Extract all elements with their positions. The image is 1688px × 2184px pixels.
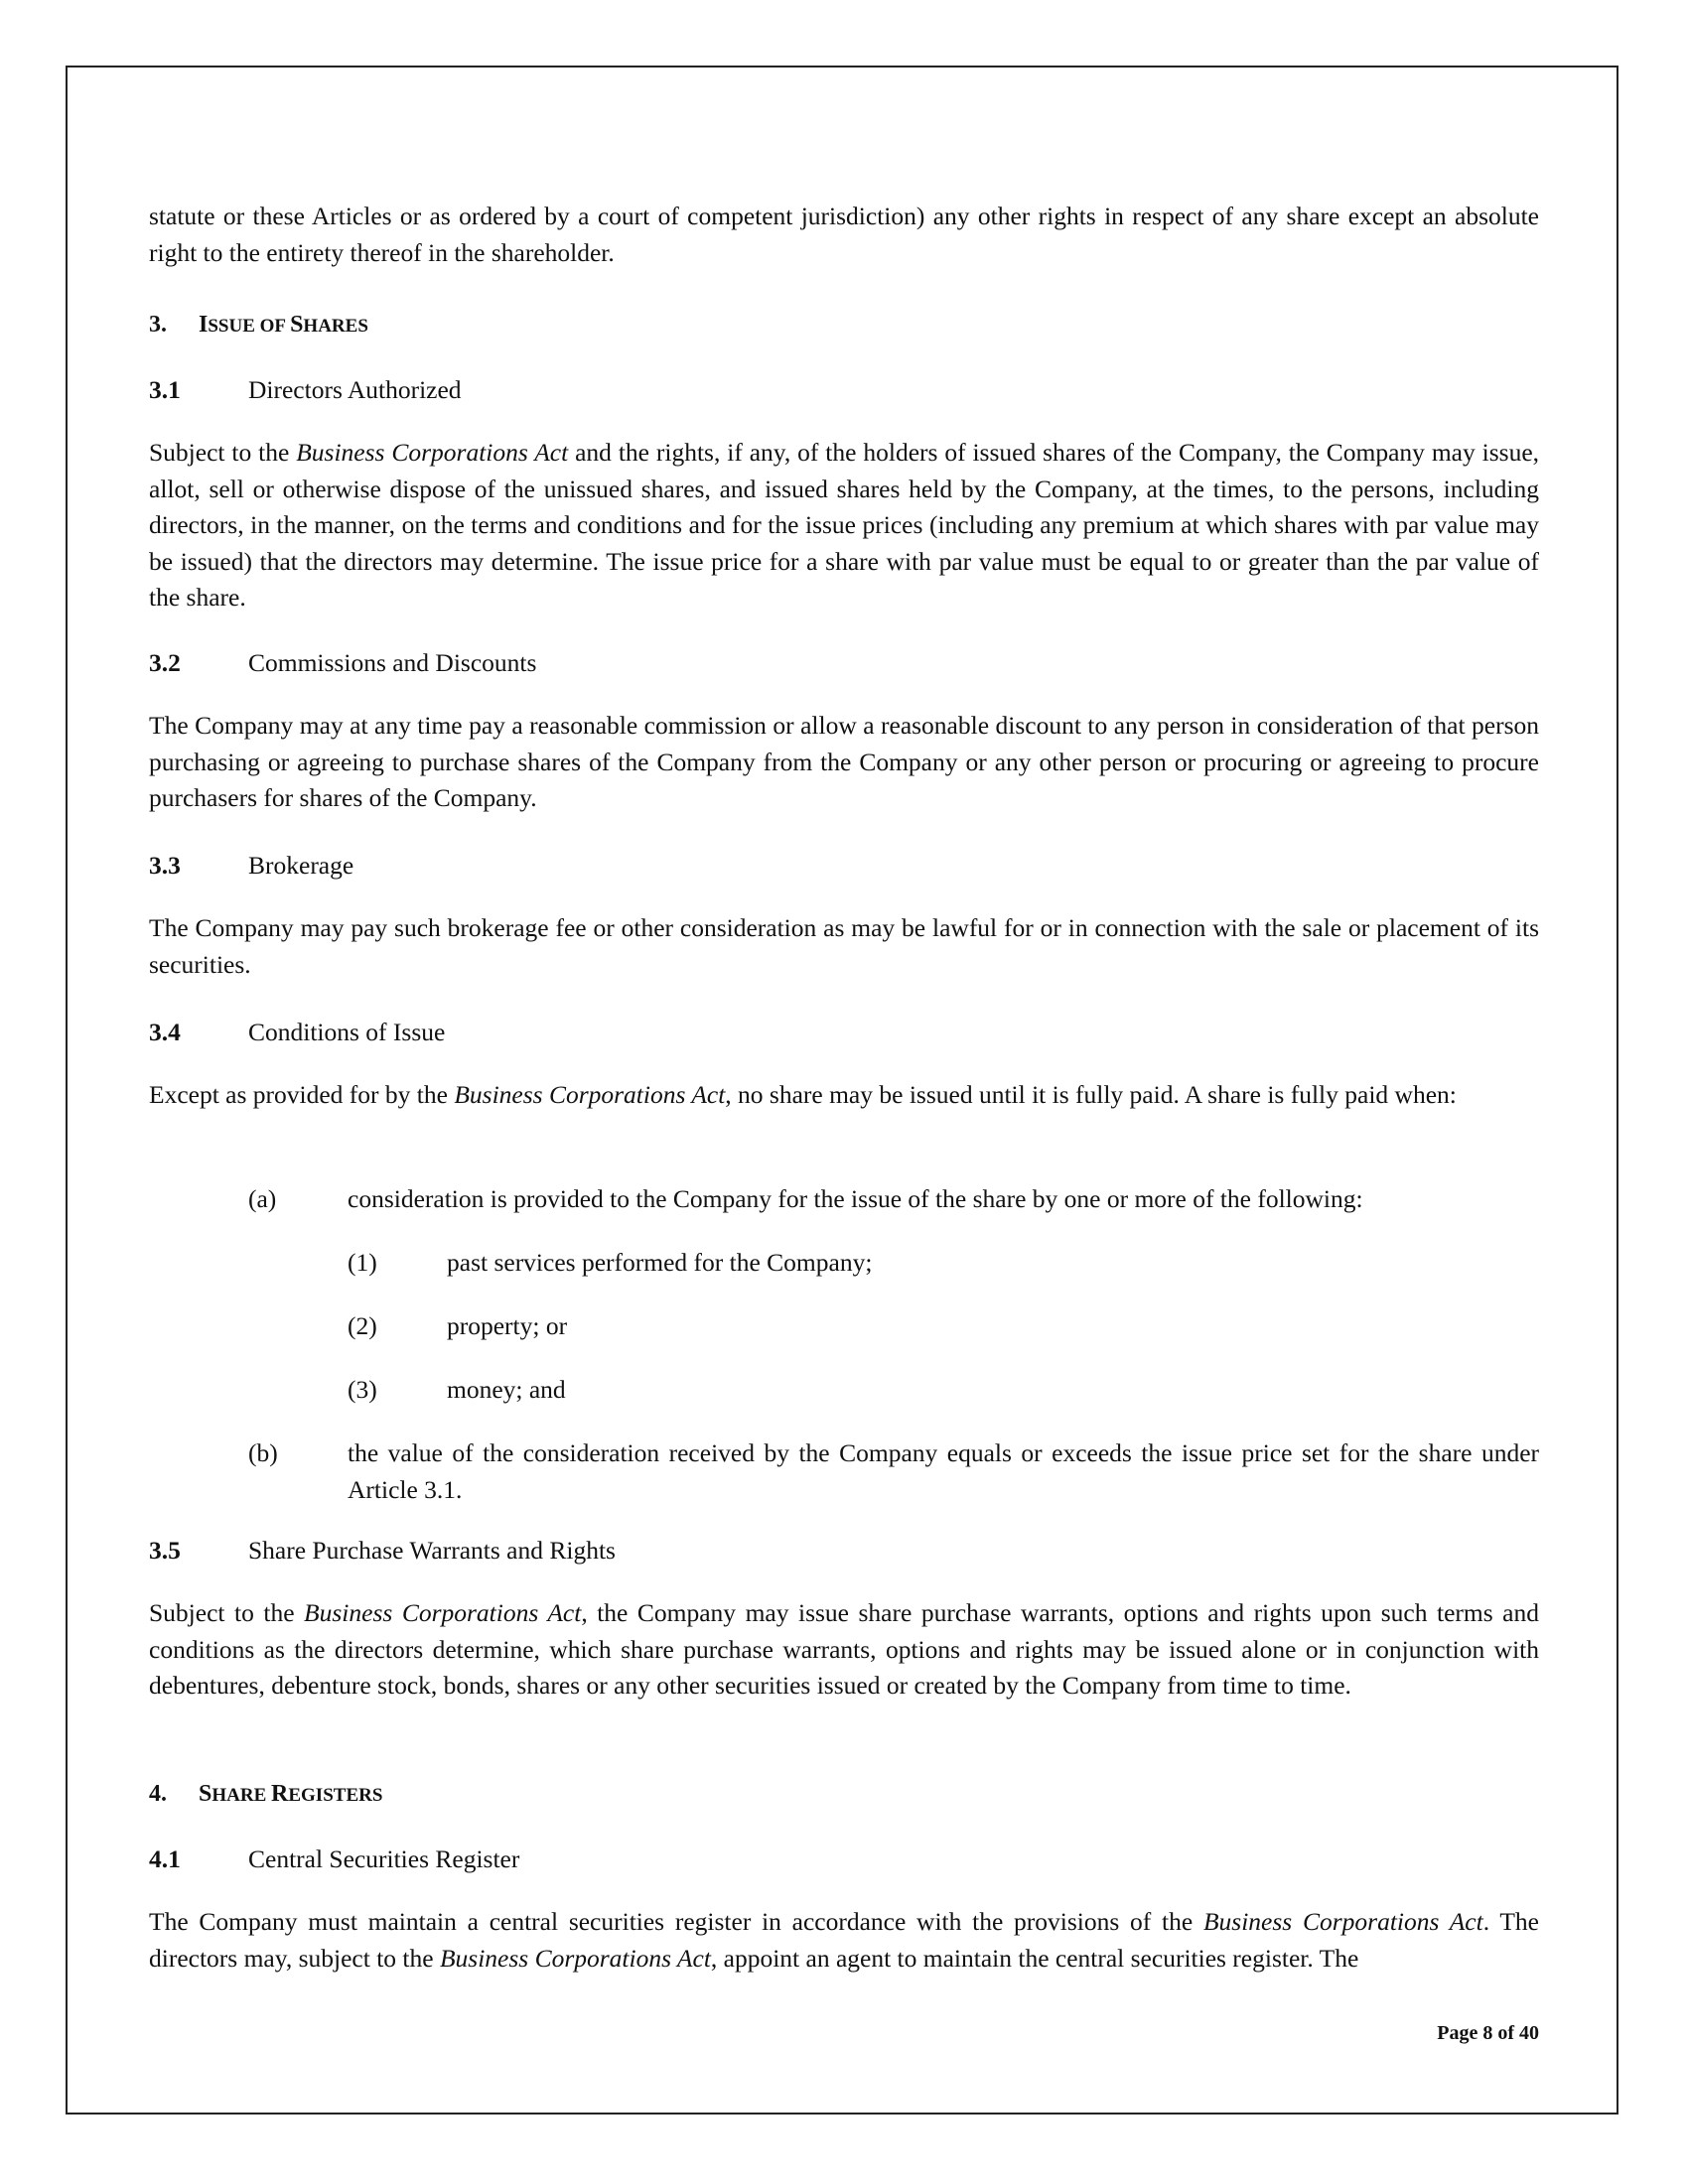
list-item-b: (b) the value of the consideration received by the Company equals or exceeds the issue price set for the share under Article 3.1. (248, 1438, 1539, 1504)
intro-paragraph: statute or these Articles or as ordered by a court of competent jurisdiction) any other rights in respect of any share except an absolute right to the entirety thereof in the shareholder. (149, 202, 1539, 267)
list-item-1: (1) past services performed for the Company; (348, 1248, 873, 1277)
page-number: Page 8 of 40 (1437, 2022, 1539, 2044)
list-item-2: (2) property; or (348, 1311, 568, 1340)
article-3-1-heading: 3.1 Directors Authorized (149, 375, 462, 404)
article-3-4-heading: 3.4 Conditions of Issue (149, 1018, 446, 1046)
article-3-3-heading: 3.3 Brokerage (149, 851, 354, 880)
section-4-number: 4. (149, 1781, 167, 1807)
article-3-1-paragraph: Subject to the Business Corporations Act and the rights, if any, of the holders of issued shares of the Company, the Company may issue, allot, sell or otherwise dispose of the unissued shares, and issued shares held by the Company, at the times, to the persons, including directors, in the manner, on the terms and conditions and for the issue prices (including any premium at which shares with par value may be issued) that the directors may determine. The issue price for a share with par value must be equal to or greater than the par value of the share. (149, 438, 1540, 612)
list-item-3: (3) money; and (348, 1375, 566, 1404)
article-3-5-paragraph: Subject to the Business Corporations Act, the Company may issue share purchase warrants, options and rights upon such terms and conditions as the directors determine, which share purchase warrants, options and rights may be issued alone or in conjunction with debentures, debenture stock, bonds, shares or any other securities issued or created by the Company from time to time. (149, 1598, 1540, 1700)
section-4-heading: 4. SHARE REGISTERS (149, 1781, 383, 1807)
section-3-heading: 3. ISSUE OF SHARES (149, 312, 368, 338)
article-4-1-paragraph: The Company must maintain a central securities register in accordance with the provisions of the Business Corporations Act. The directors may, subject to the Business Corporations Act, appoint an agent to maintain the central securities register. The (149, 1907, 1539, 1973)
article-4-1-heading: 4.1 Central Securities Register (149, 1844, 520, 1873)
article-3-2-heading: 3.2 Commissions and Discounts (149, 648, 537, 677)
list-item-a: (a) consideration is provided to the Company for the issue of the share by one or more of the following: (248, 1184, 1363, 1213)
article-3-2-paragraph: The Company may at any time pay a reasonable commission or allow a reasonable discount to any person in consideration of that person purchasing or agreeing to purchase shares of the Company from the Company or any other person or procuring or agreeing to procure purchasers for shares of the Company. (149, 711, 1539, 812)
article-3-3-paragraph: The Company may pay such brokerage fee or other consideration as may be lawful for or in connection with the sale or placement of its securities. (149, 913, 1539, 979)
article-3-4-paragraph: Except as provided for by the Business Corporations Act, no share may be issued until it is fully paid. A share is fully paid when: (149, 1080, 1457, 1109)
article-3-5-heading: 3.5 Share Purchase Warrants and Rights (149, 1536, 616, 1565)
section-3-number: 3. (149, 312, 167, 338)
